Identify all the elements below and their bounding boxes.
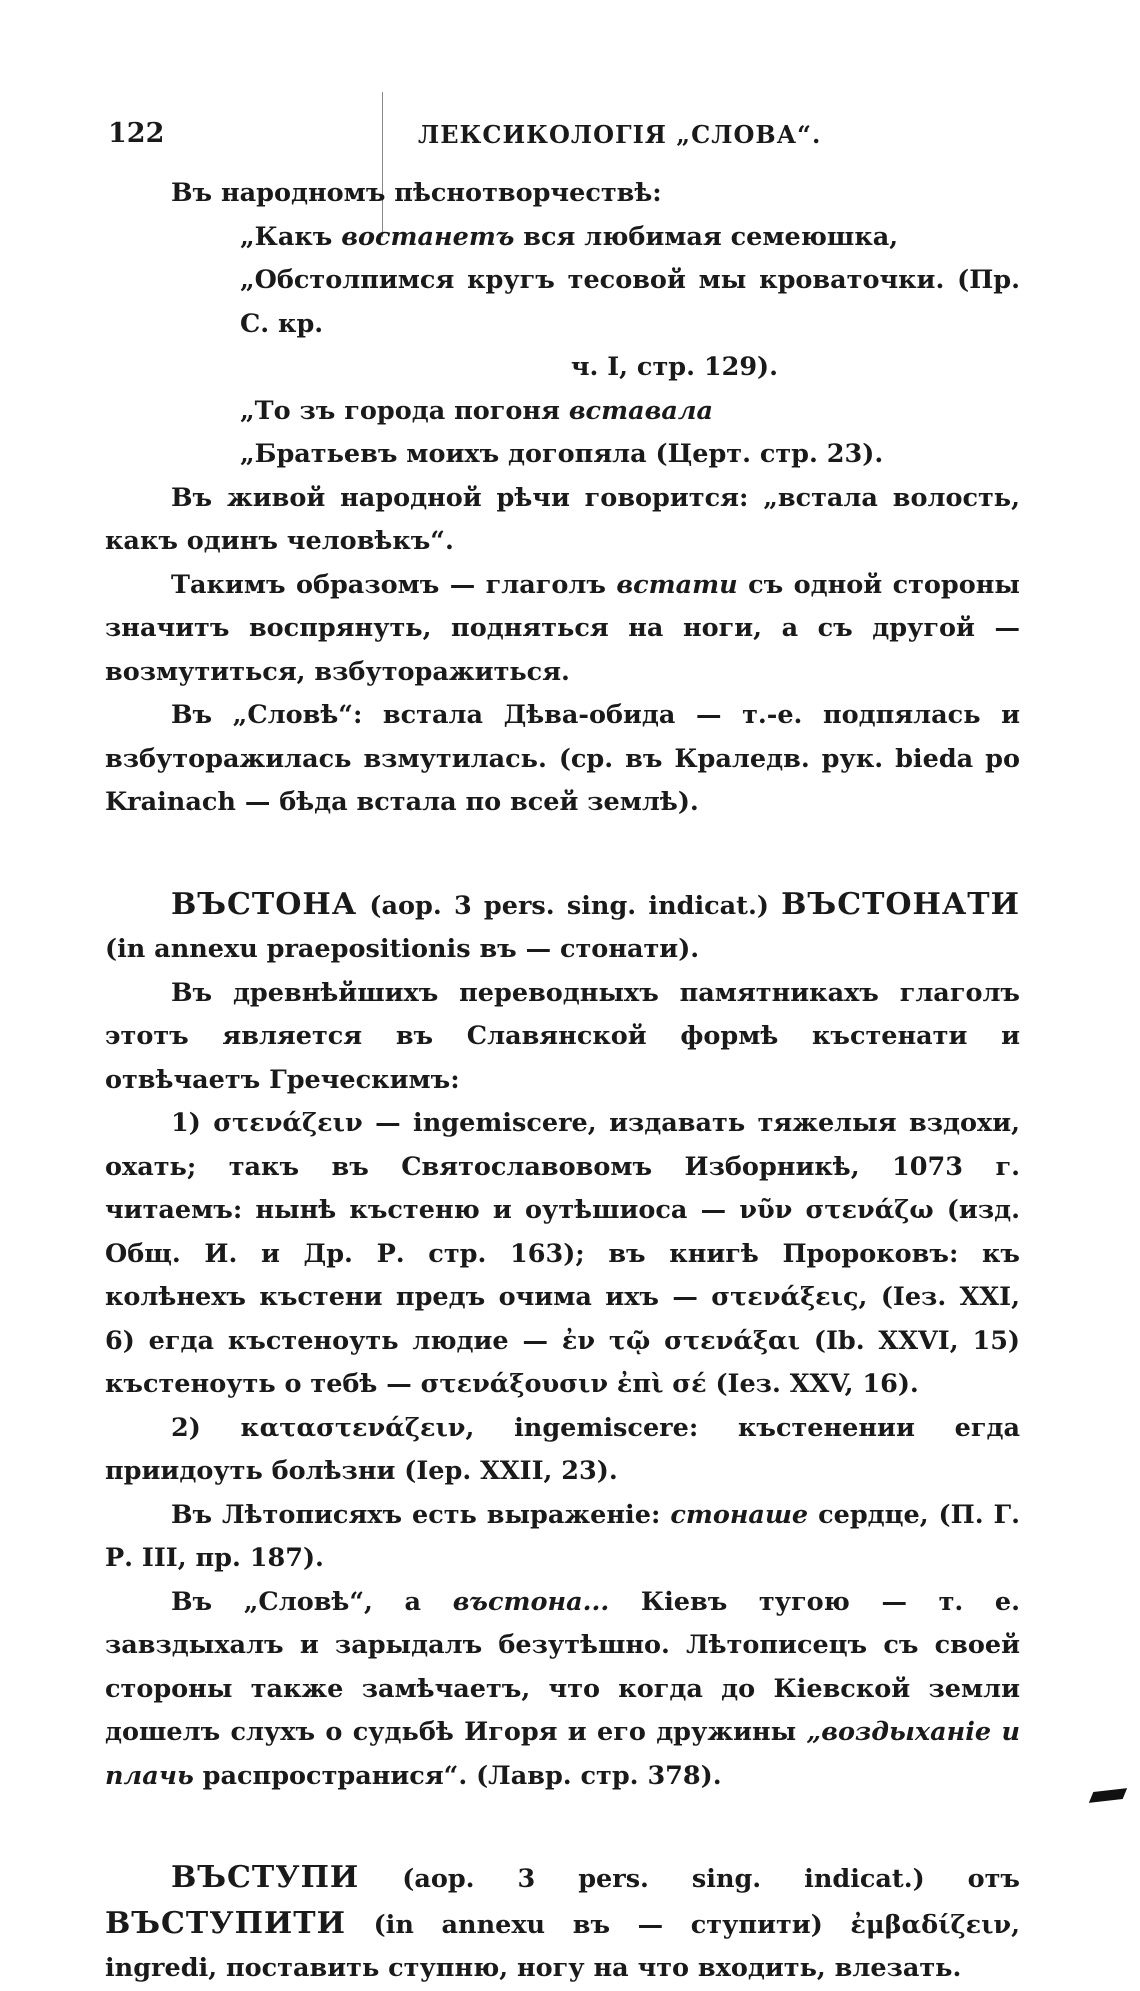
page-body bbox=[105, 172, 1020, 1991]
entry-vstona-para-4: Въ Лѣтописяхъ есть выраженіе: стонаше сердце, (П. Г. Р. III, пр. 187). bbox=[105, 1499, 1020, 1573]
verse-line-4: „Братьевъ моихъ догопяла (Церт. стр. 23). bbox=[240, 439, 884, 469]
paragraph-meaning: Такимъ образомъ — глаголъ встати съ одной стороны значитъ воспрянуть, подняться на ноги, а съ другой — возмутиться, взбуторажиться. bbox=[105, 569, 1020, 687]
verse-line-2: „Обстолпимся кругъ тесовой мы кроваточки. (Пр. С. кр. bbox=[240, 265, 1020, 339]
headword-vstonati: ВЪСТОНАТИ bbox=[781, 886, 1020, 922]
entry-vstupi: ВЪСТУПИ (аор. 3 pers. sing. indicat.) отъ ВЪСТУПИТИ (in annexu въ — ступити) ἐμβαδίζειν, ingredi, поставить ступню, ногу на что входить, влезать. bbox=[105, 1860, 1020, 1983]
scan-mark bbox=[1089, 1788, 1127, 1803]
entry-vstona-para-2: 1) στενάζειν — ingemiscere, издавать тяжелыя вздохи, охать; такъ въ Святославовомъ Изборникѣ, 1073 г. читаемъ: нынѣ къстеню и оутѣшиоса — νῦν στενάζω (изд. Общ. И. и Др. Р. стр. 163); въ книгѣ Пророковъ: къ колѣнехъ къстени предъ очима ихъ — στενάξεις, (Iез. XXI, 6) егда къстеноуть людие — ἐν τῷ στενάξαι (Ib. XXVI, 15) къстеноуть о тебѣ — στενάξουσιν ἐπὶ σέ (Iез. XXV, 16). bbox=[105, 1108, 1020, 1399]
paragraph-living-speech: Въ живой народной рѣчи говорится: „встала волость, какъ одинъ человѣкъ“. bbox=[105, 482, 1020, 556]
entry-vstona-para-3: 2) καταστενάζειν, ingemiscere: къстенении егда приидоуть болѣзни (Iер. XXII, 23). bbox=[105, 1412, 1020, 1486]
headword-vstupi: ВЪСТУПИ bbox=[171, 1860, 360, 1895]
entry-vstona-para-1: Въ древнѣйшихъ переводныхъ памятникахъ глаголъ этотъ является въ Славянской формѣ къстенати и отвѣчаетъ Греческимъ: bbox=[105, 977, 1020, 1095]
intro-line: Въ народномъ пѣснотворчествѣ: bbox=[171, 178, 662, 208]
verse-quotation bbox=[105, 216, 1020, 477]
verse-line-3: „То зъ города погоня вставала bbox=[240, 395, 714, 426]
verse-line-1: „Какъ востанетъ вся любимая семеюшка, bbox=[240, 221, 899, 252]
verse-line-2-reference: ч. I, стр. 129). bbox=[570, 352, 778, 382]
headword-vstupiti: ВЪСТУПИТИ bbox=[105, 1905, 346, 1941]
paragraph-slovo-quote: Въ „Словѣ“: встала Дѣва-обида — т.-е. подпялась и взбуторажилась взмутилась. (ср. въ Краледв. рук. bieda po Krainach — бѣда встала по всей землѣ). bbox=[105, 700, 1020, 817]
page-number: 122 bbox=[108, 118, 165, 149]
entry-vstona-para-5: Въ „Словѣ“, а въстона... Кіевъ тугою — т. е. завздыхалъ и зарыдалъ безутѣшно. Лѣтописецъ съ своей стороны также замѣчаетъ, что когда до Кіевской земли дошелъ слухъ о судьбѣ Игоря и его дружины „воздыханіе и плачь распространися“. (Лавр. стр. 378). bbox=[105, 1586, 1020, 1791]
entry-vstona-heading: ВЪСТОНА (аор. 3 pers. sing. indicat.) ВЪСТОНАТИ (in annexu praepositionis въ — стонати). bbox=[105, 886, 1020, 964]
headword-vstona: ВЪСТОНА bbox=[171, 886, 358, 922]
running-header bbox=[108, 118, 1000, 158]
running-title: ЛЕКСИКОЛОГІЯ „СЛОВА“. bbox=[418, 120, 822, 149]
